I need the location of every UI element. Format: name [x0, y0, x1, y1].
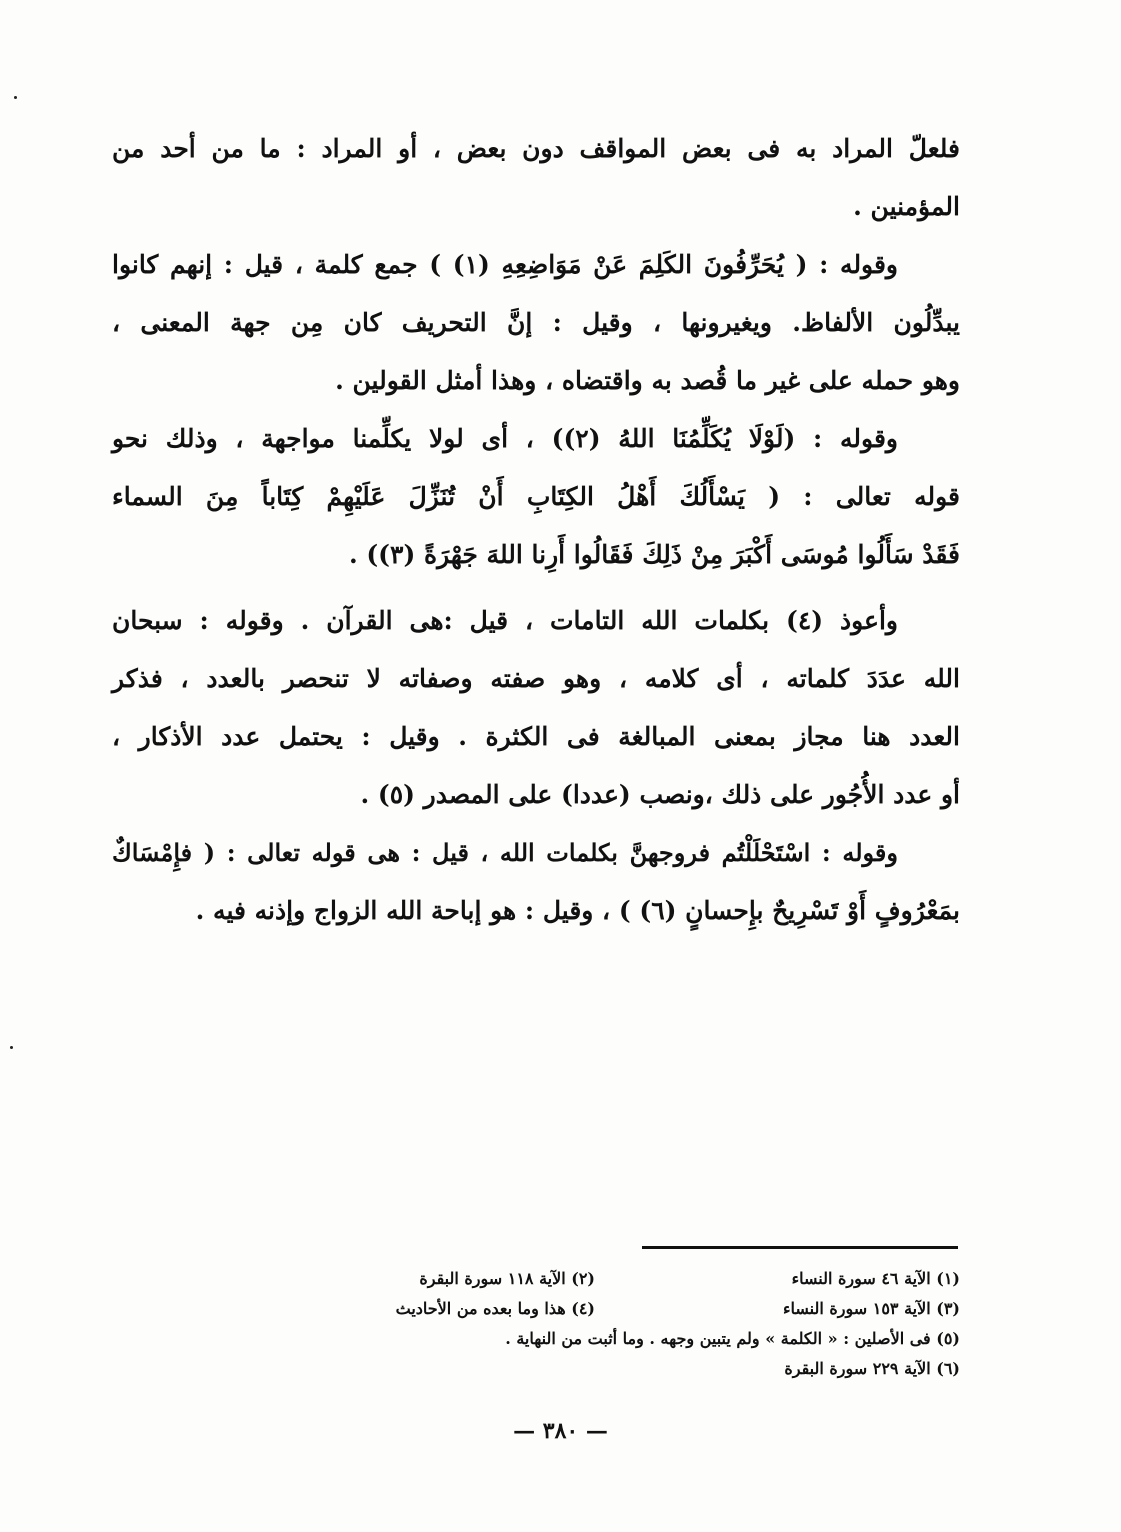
text-line: وهو حمله على غير ما قُصد به واقتضاه ، وهذا أمثل القولين . — [335, 366, 960, 395]
main-text-block — [112, 120, 960, 940]
scan-speck — [10, 1046, 13, 1049]
footnote-5: (٥) فى الأصلين : « الكلمة » ولم يتبين وجهه . وما أثبت من النهاية . — [505, 1329, 960, 1348]
footnote-2: (٢) الآية ١١٨ سورة البقرة — [419, 1269, 595, 1288]
footnote-row — [200, 1324, 960, 1354]
text-line: فلعلّ المراد به فى بعض المواقف دون بعض ، أو المراد : ما من أحد من — [112, 134, 960, 163]
footnote-divider — [642, 1246, 958, 1249]
text-line: وقوله : ( يُحَرِّفُونَ الكَلِمَ عَنْ مَوَاضِعِهِ (١) ) جمع كلمة ، قيل : إنهم كانوا — [112, 250, 898, 279]
paragraph-gap — [112, 584, 960, 592]
footnote-6: (٦) الآية ٢٢٩ سورة البقرة — [784, 1359, 960, 1378]
text-line: المؤمنين . — [853, 192, 960, 221]
footnotes — [200, 1264, 960, 1384]
footnote-1: (١) الآية ٤٦ سورة النساء — [791, 1269, 960, 1288]
page-number: — ٣٨٠ — — [513, 1418, 608, 1444]
text-line: الله عدَدَ كلماته ، أى كلامه ، وهو صفته وصفاته لا تنحصر بالعدد ، فذكر — [112, 664, 960, 693]
text-line: العدد هنا مجاز بمعنى المبالغة فى الكثرة . وقيل : يحتمل عدد الأذكار ، — [112, 722, 961, 751]
scan-speck — [14, 96, 17, 99]
text-line: وأعوذ (٤) بكلمات الله التامات ، قيل :هى القرآن . وقوله : سبحان — [112, 606, 898, 635]
footnote-4: (٤) هذا وما بعده من الأحاديث — [395, 1299, 595, 1318]
text-line: يبدِّلُون الألفاظ. ويغيرونها ، وقيل : إنَّ التحريف كان مِن جهة المعنى ، — [112, 308, 960, 337]
text-line: وقوله : (لَوْلَا يُكَلِّمُنَا اللهُ (٢)) ، أى لولا يكلِّمنا مواجهة ، وذلك نحو — [112, 424, 898, 453]
text-line: قوله تعالى : ( يَسْأَلُكَ أَهْلُ الكِتَابِ أَنْ تُنَزِّلَ عَلَيْهِمْ كِتَاباً مِنَ السماء — [112, 482, 960, 511]
text-line: أو عدد الأُجُور على ذلك ،ونصب (عددا) على المصدر (٥) . — [360, 780, 960, 809]
text-line: وقوله : اسْتَحْلَلْتُم فروجهنَّ بكلمات الله ، قيل : هى قوله تعالى : ( فإِمْسَاكٌ — [112, 838, 898, 867]
footnote-row — [200, 1264, 960, 1294]
footnote-row — [200, 1294, 960, 1324]
footnote-3: (٣) الآية ١٥٣ سورة النساء — [782, 1299, 960, 1318]
footnote-row — [200, 1354, 960, 1384]
text-line: فَقَدْ سَأَلُوا مُوسَى أَكْبَرَ مِنْ ذَلِكَ فَقَالُوا أَرِنا اللهَ جَهْرَةً (٣)) . — [348, 540, 960, 569]
text-line: بمَعْرُوفٍ أَوْ تَسْرِيحٌ بإِحسانٍ (٦) ) ، وقيل : هو إباحة الله الزواج وإذنه فيه . — [195, 896, 960, 925]
